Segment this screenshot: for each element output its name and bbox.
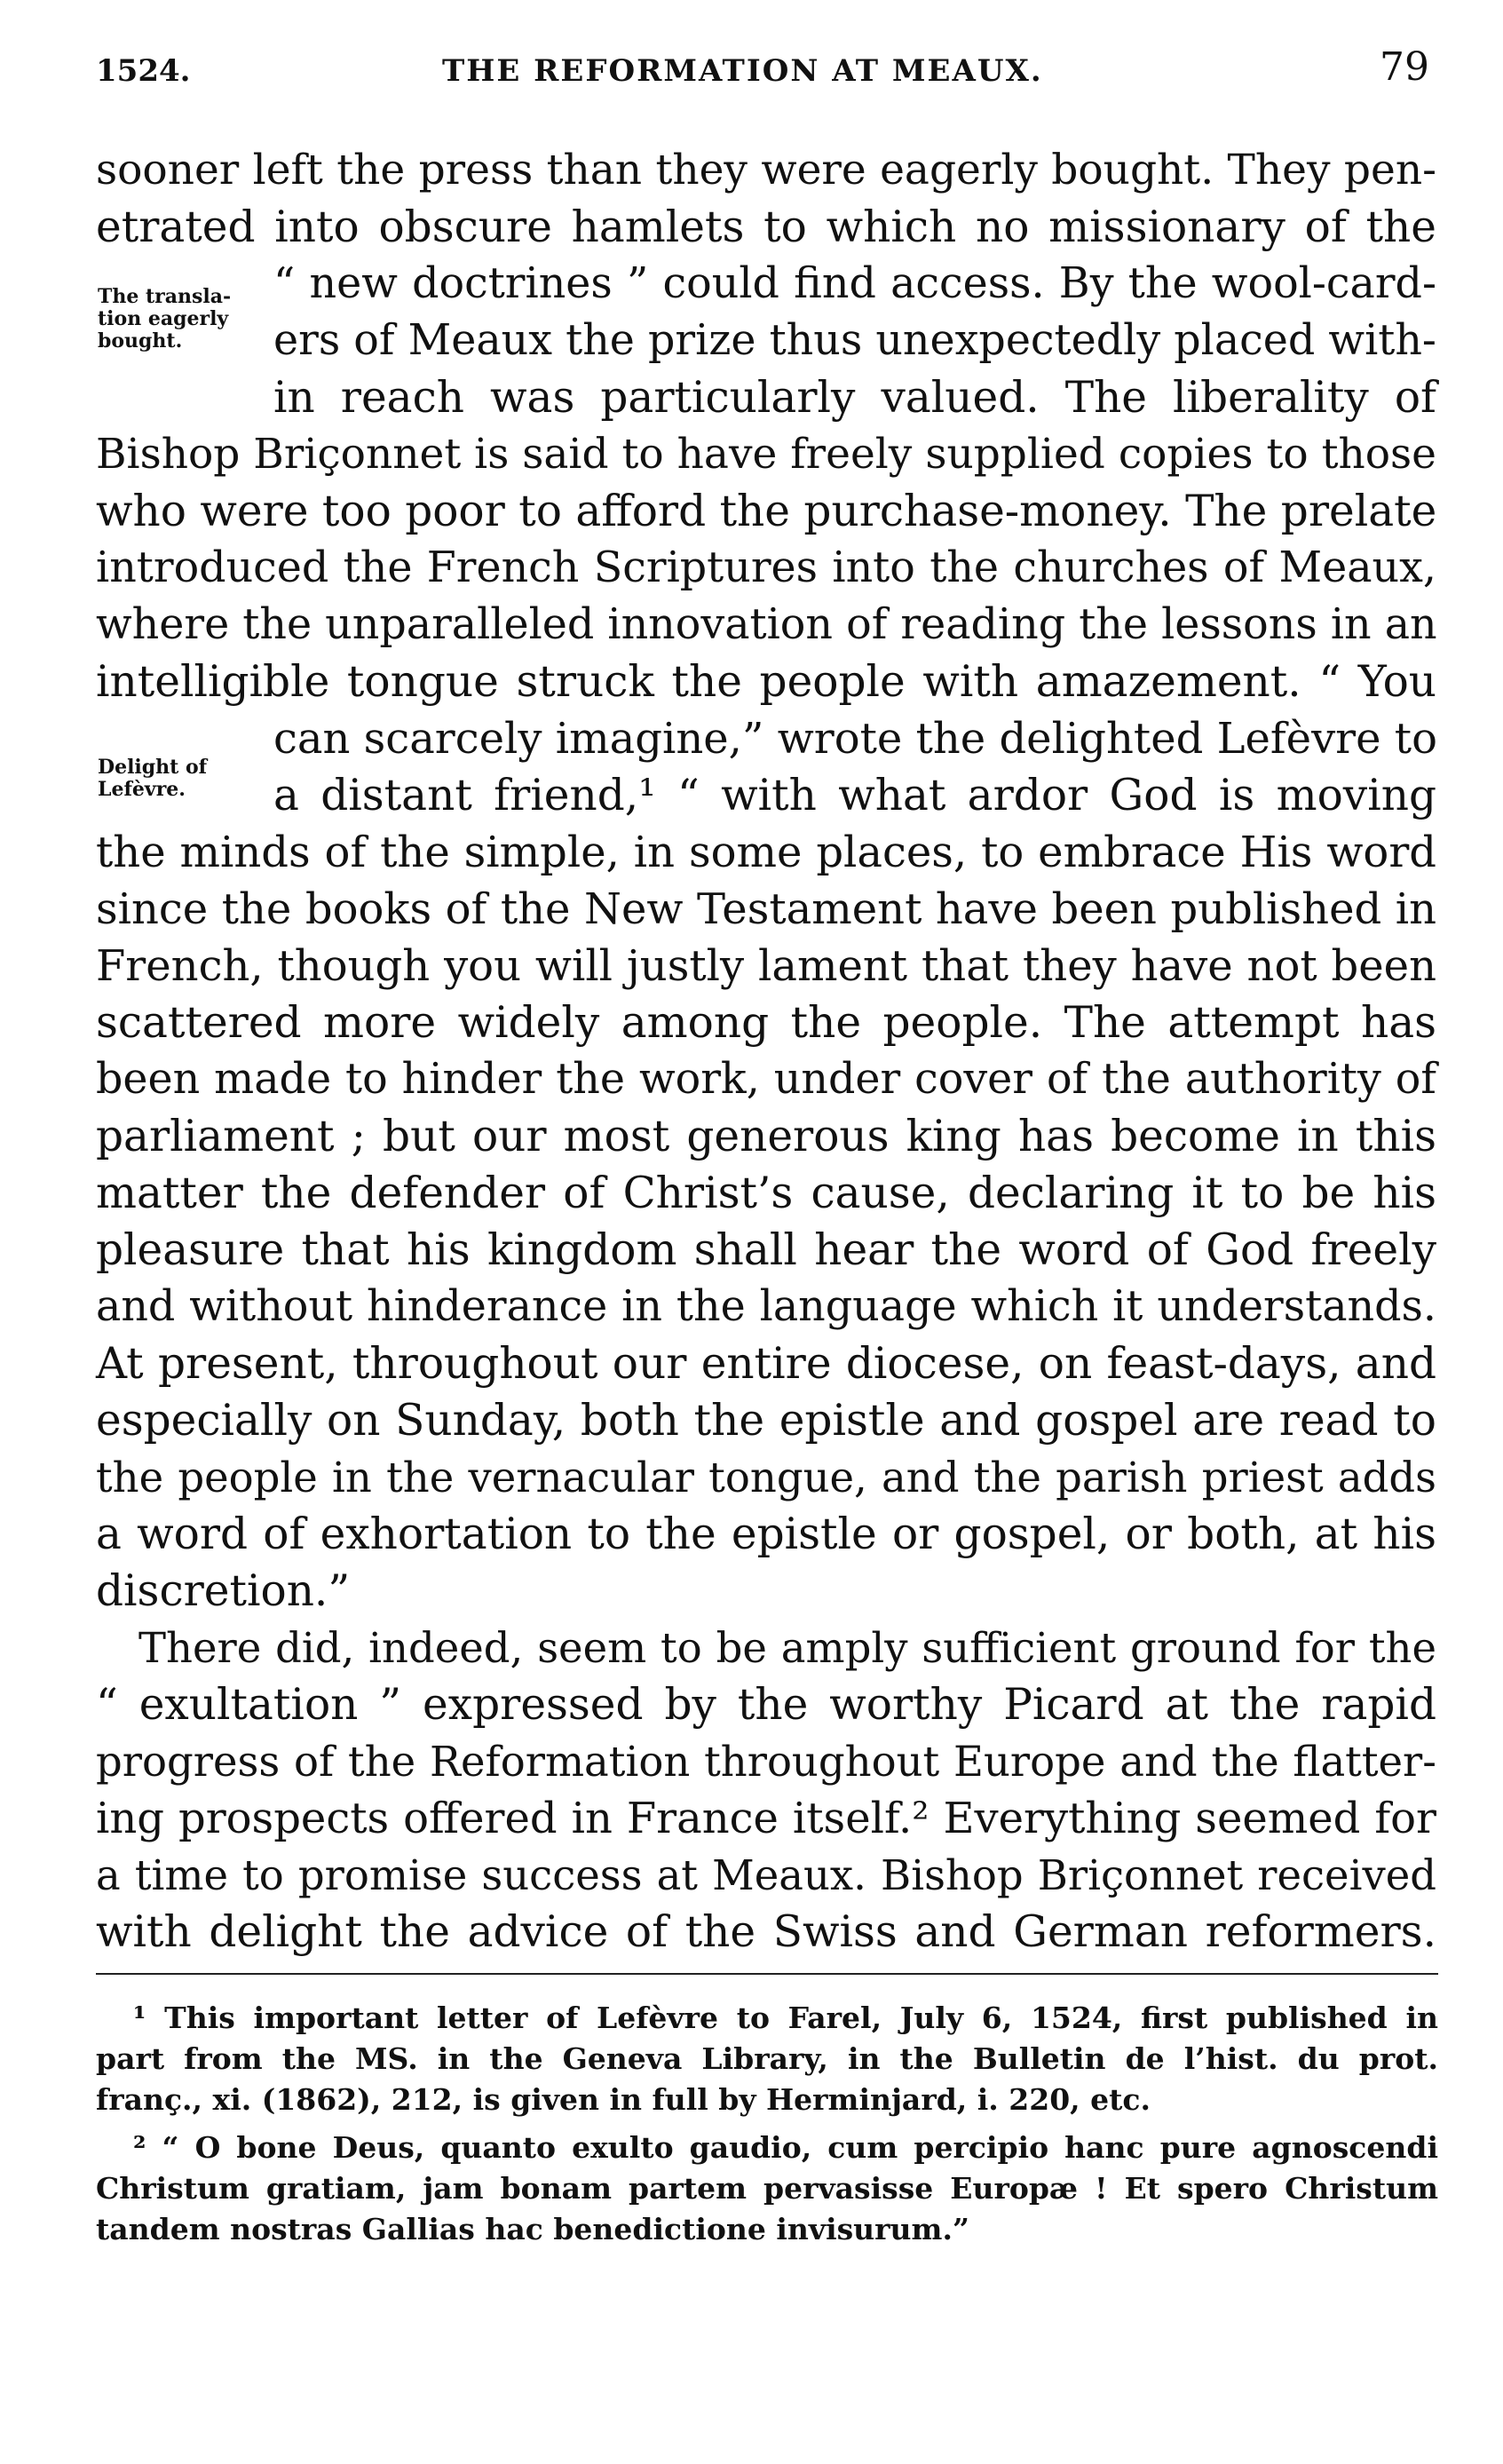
body-line: There did, indeed, seem to be amply sufficient ground for the	[138, 1624, 1436, 1672]
body-line: since the books of the New Testament have been published in	[96, 884, 1436, 934]
body-line: sooner left the press than they were eagerly bought. They pen-	[96, 146, 1436, 194]
body-line: in reach was particularly valued. The liberality of	[273, 373, 1436, 423]
footnote-line: ¹ This important letter of Lefèvre to Farel, July 6, 1524, first published in	[133, 2001, 1438, 2035]
footnote-line: Christum gratiam, jam bonam partem pervasisse Europæ ! Et spero Christum	[96, 2171, 1438, 2206]
body-line: discretion.”	[96, 1566, 351, 1616]
page-header	[96, 44, 1436, 98]
body-line: parliament ; but our most generous king has become in this	[96, 1112, 1436, 1161]
body-line: who were too poor to afford the purchase-money. The prelate	[96, 487, 1437, 536]
sidenote-line: tion eagerly	[98, 307, 229, 330]
body-line: especially on Sunday, both the epistle and gospel are read to	[96, 1396, 1436, 1446]
sidenote-line: bought.	[98, 329, 183, 353]
body-line: pleasure that his kingdom shall hear the word of God freely	[96, 1225, 1436, 1275]
body-line: At present, throughout our entire diocese, on feast-days, and	[96, 1339, 1436, 1389]
sidenote-line: Delight of	[98, 756, 208, 779]
body-line: ers of Meaux the prize thus unexpectedly placed with-	[273, 316, 1436, 365]
footnote-line: ² “ O bone Deus, quanto exulto gaudio, cum percipio hanc pure agnoscendi	[133, 2130, 1438, 2165]
body-line: where the unparalleled innovation of reading the lessons in an	[96, 600, 1437, 649]
body-line: can scarcely imagine,” wrote the delighted Lefèvre to	[273, 714, 1437, 764]
body-line: “ exultation ” expressed by the worthy Picard at the rapid	[96, 1680, 1436, 1730]
body-line: a time to promise success at Meaux. Bishop Briçonnet received	[96, 1851, 1436, 1899]
body-line: progress of the Reformation throughout Europe and the flatter-	[96, 1738, 1436, 1786]
body-line: scattered more widely among the people. The attempt has	[96, 998, 1436, 1048]
body-line: a word of exhortation to the epistle or gospel, or both, at his	[96, 1509, 1436, 1559]
body-line: introduced the French Scriptures into the churches of Meaux,	[96, 543, 1436, 592]
body-line: etrated into obscure hamlets to which no missionary of the	[96, 202, 1436, 252]
sidenote-delight-lefevre	[98, 757, 275, 801]
body-line: intelligible tongue struck the people with amazement. “ You	[96, 657, 1436, 707]
footnote-line: tandem nostras Gallias hac benedictione invisurum.”	[96, 2212, 969, 2246]
body-line: ing prospects offered in France itself.² Everything seemed for	[96, 1794, 1436, 1843]
body-line: with delight the advice of the Swiss and German reformers.	[96, 1907, 1436, 1957]
body-line: matter the defender of Christ’s cause, declaring it to be his	[96, 1169, 1436, 1218]
body-line: and without hinderance in the language which it understands.	[96, 1282, 1436, 1331]
body-line: Bishop Briçonnet is said to have freely supplied copies to those	[96, 430, 1436, 479]
body-line: French, though you will justly lament that they have not been	[96, 941, 1436, 991]
page-number: 79	[1380, 44, 1429, 90]
footnote-line: part from the MS. in the Geneva Library, in the Bulletin de l’hist. du prot.	[96, 2041, 1438, 2076]
footnote-line: franç., xi. (1862), 212, is given in full by Herminjard, i. 220, etc.	[96, 2082, 1151, 2117]
body-line: the people in the vernacular tongue, and the parish priest adds	[96, 1454, 1436, 1501]
body-line: a distant friend,¹ “ with what ardor God is moving	[273, 771, 1436, 820]
running-title: THE REFORMATION AT MEAUX.	[442, 53, 1043, 89]
body-line: the minds of the simple, in some places, to embrace His word	[96, 828, 1436, 877]
sidenote-line: Lefèvre.	[98, 778, 186, 801]
sidenote-translation-bought	[98, 286, 275, 353]
footnote-rule	[96, 1973, 1438, 1975]
sidenote-line: The transla-	[98, 285, 232, 308]
body-line: been made to hinder the work, under cover of the authority of	[96, 1055, 1436, 1104]
body-line: “ new doctrines ” could find access. By the wool-card-	[273, 259, 1436, 308]
header-year: 1524.	[96, 53, 191, 89]
